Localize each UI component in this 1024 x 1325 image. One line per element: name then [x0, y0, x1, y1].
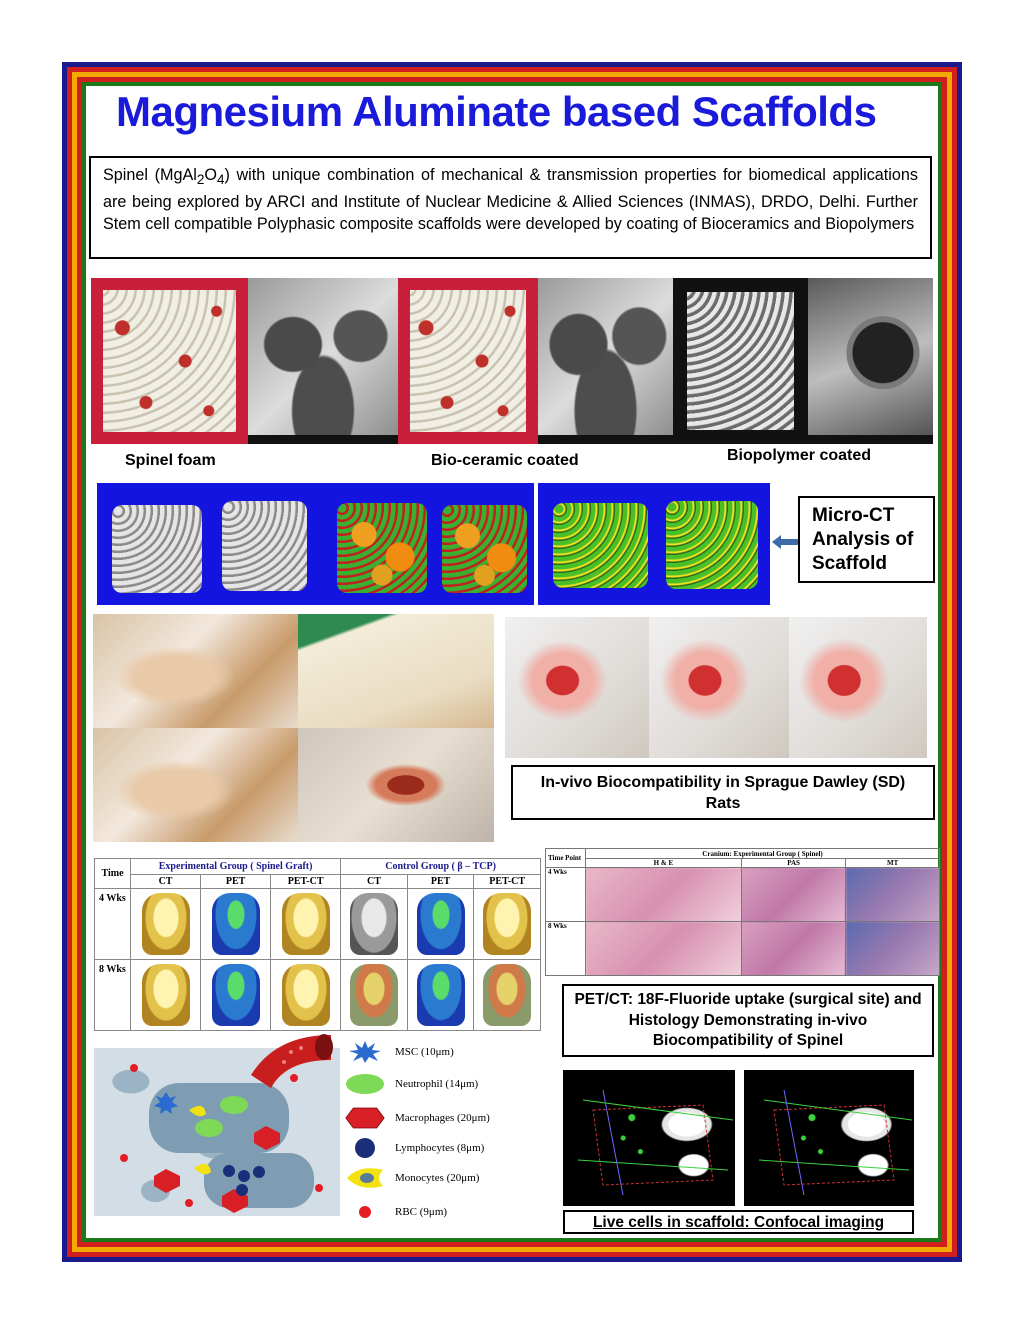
pet-subheader: PET: [407, 875, 474, 889]
confocal-image-1: [563, 1070, 735, 1206]
monocyte-icon: [345, 1166, 385, 1190]
skull-petct-image: [282, 964, 330, 1026]
pet-subheader: PET: [201, 875, 271, 889]
pet-cell: [131, 960, 201, 1031]
bioceramic-sem-image: [538, 278, 673, 444]
msc-star-icon: [345, 1040, 385, 1064]
hist-stain-header: MT: [846, 859, 940, 868]
micro-ct-grey-scaffold: [112, 505, 202, 593]
hist-stain-header: PAS: [741, 859, 846, 868]
micro-ct-coloured-scaffold: [442, 505, 527, 593]
rat-surgery-photo-3: [93, 728, 298, 842]
macrophage-hexagon-icon: [345, 1106, 385, 1130]
pet-row-label: 4 Wks: [95, 889, 131, 960]
pet-cell: [271, 889, 341, 960]
biopolymer-sem-image: [808, 278, 933, 444]
lymphocyte-cell: [236, 1184, 248, 1196]
pore-region: [204, 1153, 314, 1208]
pet-cell: [341, 889, 408, 960]
skull-petct-image: [483, 893, 531, 955]
skull-pet-image: [212, 893, 260, 955]
bioceramic-photo: [398, 278, 538, 444]
histology-mt-image: [846, 922, 940, 976]
pet-cell: [407, 960, 474, 1031]
pet-ct-table: [94, 858, 541, 1031]
hist-time-header: Time Point: [546, 849, 586, 868]
invivo-label: In-vivo Biocompatibility in Sprague Dawley (SD) Rats: [511, 765, 935, 820]
pet-cell: [474, 960, 541, 1031]
micro-ct-panel-left: [97, 483, 534, 605]
neutrophil-cell: [195, 1119, 223, 1137]
hist-group-header: Cranium: Experimental Group ( Spinel): [586, 849, 940, 859]
pet-cell: [131, 889, 201, 960]
skull-ct-image: [142, 964, 190, 1026]
spinel-foam-photo: [91, 278, 248, 444]
skull-pet-image: [212, 964, 260, 1026]
rbc-cell: [130, 1064, 138, 1072]
lymphocyte-cell: [238, 1170, 250, 1182]
histology-pas-image: [741, 868, 846, 922]
caption-spinel-foam: Spinel foam: [125, 452, 216, 469]
skull-pet-image: [417, 893, 465, 955]
legend-macrophage: Macrophages (20μm): [345, 1106, 490, 1130]
pet-subheader: PET-CT: [271, 875, 341, 889]
intro-paragraph: Spinel $(MgAl_2O_4)$ with unique combination of mechanical & transmission properties for biomedical applications are being explored by ARCI and Institute of Nuclear Medicine & Allied Sciences (INMAS), DRDO, Delhi. Further Stem cell compatible Polyphasic composite scaffolds were developed by coating of Bioceramics and Biopolymers: [89, 156, 932, 259]
pet-cell: [201, 960, 271, 1031]
lymphocyte-icon: [345, 1136, 385, 1160]
pet-ctrl-header: Control Group ( β – TCP): [341, 859, 541, 875]
pet-cell: [271, 960, 341, 1031]
pet-time-header: Time: [95, 859, 131, 889]
skull-pet-image: [417, 964, 465, 1026]
micro-ct-grey-scaffold: [222, 501, 307, 591]
pet-subheader: CT: [131, 875, 201, 889]
confocal-overlay: [563, 1070, 735, 1206]
histology-pas-image: [741, 922, 846, 976]
skull-petct-image: [483, 964, 531, 1026]
sd-rat-surgery-photo-1: [505, 617, 649, 758]
pet-cell: [341, 960, 408, 1031]
micro-ct-coloured-scaffold: [337, 503, 427, 593]
hist-stain-header: H & E: [586, 859, 742, 868]
spinel-foam-sem-image: [248, 278, 398, 444]
hist-row-label: 8 Wks: [546, 922, 586, 976]
histology-table: [545, 848, 940, 976]
confocal-overlay: [744, 1070, 914, 1206]
rat-surgery-photo-4: [298, 728, 494, 842]
pet-histology-caption: PET/CT: 18F-Fluoride uptake (surgical site) and Histology Demonstrating in-vivo Biocompatibility of Spinel: [562, 984, 934, 1057]
sd-rat-surgery-photo-2: [649, 617, 789, 758]
pet-row-label: 8 Wks: [95, 960, 131, 1031]
confocal-image-2: [744, 1070, 914, 1206]
rbc-cell: [315, 1184, 323, 1192]
rbc-icon: [345, 1200, 385, 1224]
lymphocyte-cell: [253, 1166, 265, 1178]
histology-he-image: [586, 868, 742, 922]
page-title: Magnesium Aluminate based Scaffolds: [116, 88, 877, 135]
legend-neutrophil: Neutrophil (14μm): [345, 1072, 478, 1096]
skull-ct-image: [350, 964, 398, 1026]
legend-monocyte: Monocytes (20μm): [345, 1166, 479, 1190]
legend-lymphocyte: Lymphocytes (8μm): [345, 1136, 484, 1160]
caption-biopolymer: Biopolymer coated: [727, 447, 872, 464]
caption-bioceramic: Bio-ceramic coated: [431, 452, 579, 469]
sd-rat-surgery-photo-3: [789, 617, 927, 758]
legend-rbc: RBC (9μm): [345, 1200, 447, 1224]
skull-ct-image: [142, 893, 190, 955]
micro-ct-green-scaffold: [666, 501, 758, 589]
neutrophil-icon: [345, 1072, 385, 1096]
pet-subheader: CT: [341, 875, 408, 889]
histology-mt-image: [846, 868, 940, 922]
rbc-cell: [185, 1199, 193, 1207]
skull-ct-image: [350, 893, 398, 955]
pet-exp-header: Experimental Group ( Spinel Graft): [131, 859, 341, 875]
rat-surgery-photo-1: [93, 614, 298, 728]
micro-ct-green-scaffold: [553, 503, 648, 588]
pet-cell: [201, 889, 271, 960]
pet-cell: [474, 889, 541, 960]
histology-he-image: [586, 922, 742, 976]
rbc-cell: [120, 1154, 128, 1162]
skull-petct-image: [282, 893, 330, 955]
left-arrow-icon: [772, 535, 798, 549]
rat-surgery-photo-2: [298, 614, 494, 728]
legend-msc: MSC (10μm): [345, 1040, 454, 1064]
macrophage-cell: [154, 1169, 180, 1193]
blood-vessel-icon: [246, 1030, 336, 1092]
biopolymer-photo: [673, 278, 808, 444]
confocal-caption: Live cells in scaffold: Confocal imaging: [563, 1210, 914, 1234]
micro-ct-label: Micro-CT Analysis of Scaffold: [798, 496, 935, 583]
pet-cell: [407, 889, 474, 960]
pet-subheader: PET-CT: [474, 875, 541, 889]
hist-row-label: 4 Wks: [546, 868, 586, 922]
lymphocyte-cell: [223, 1165, 235, 1177]
micro-ct-panel-right: [538, 483, 770, 605]
neutrophil-cell: [220, 1096, 248, 1114]
